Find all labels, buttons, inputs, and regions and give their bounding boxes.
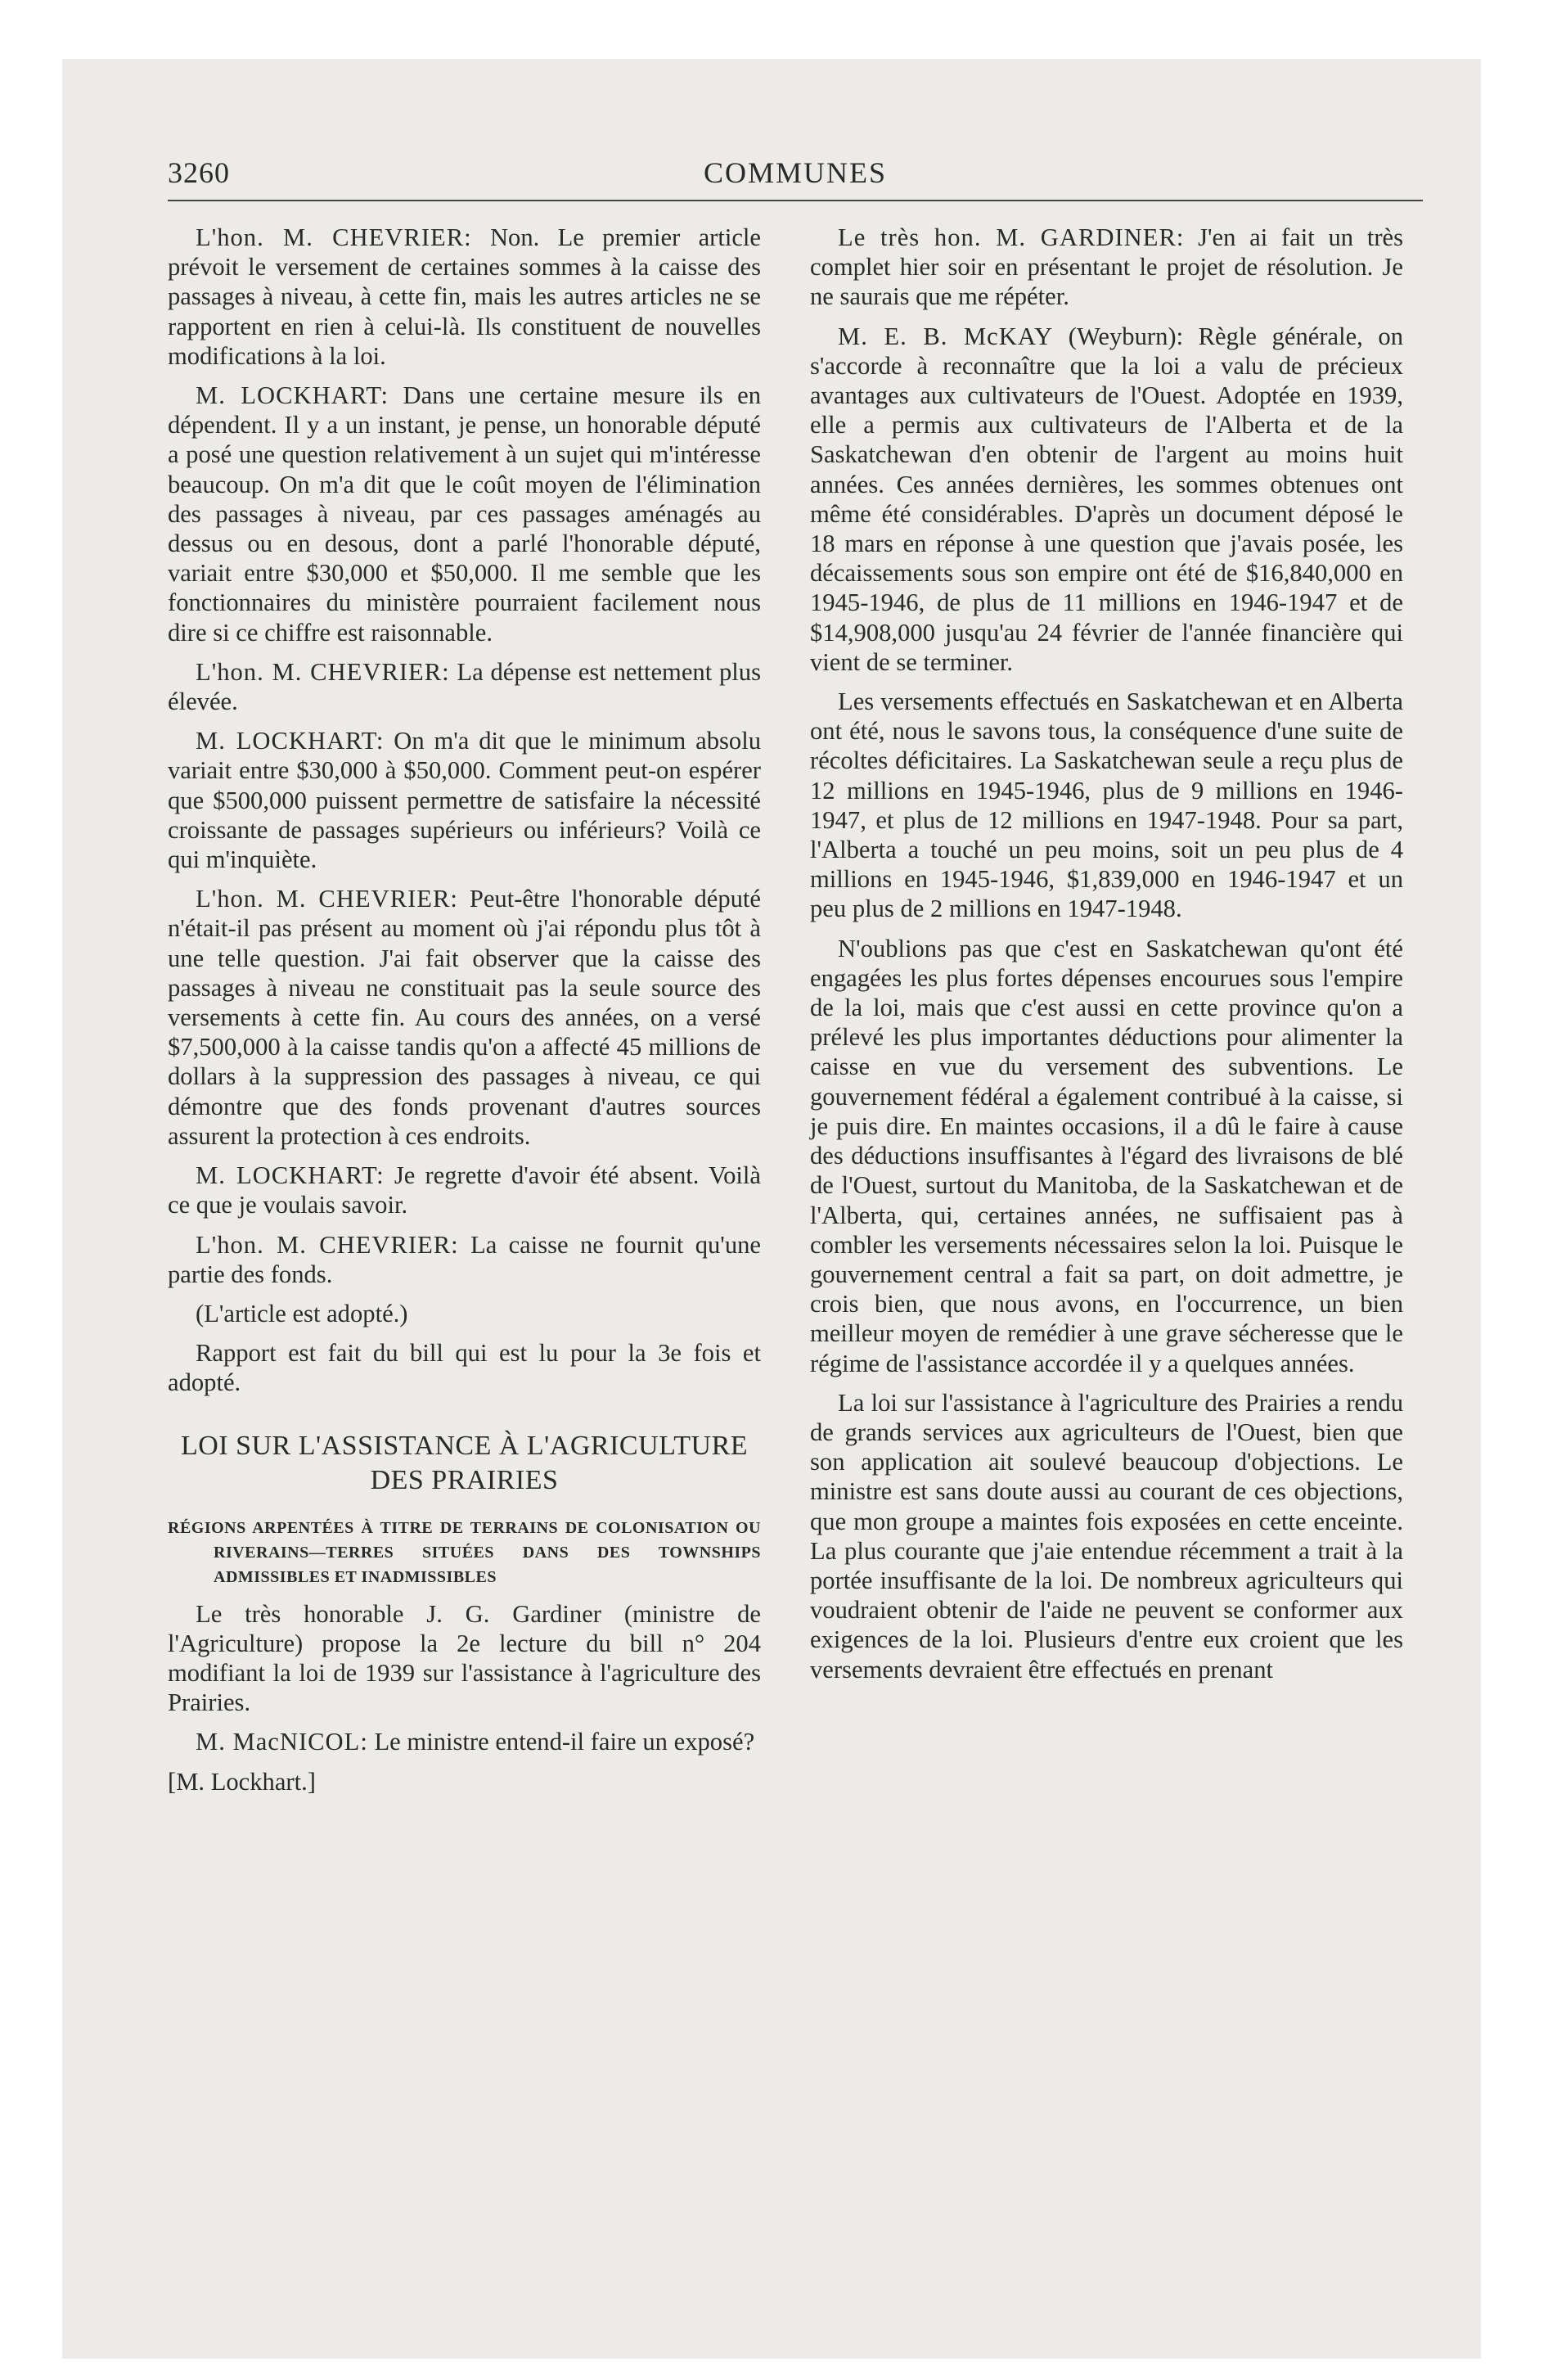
speech-text: La caisse ne fournit qu'une partie des fonds. — [168, 1230, 761, 1288]
page-number: 3260 — [168, 156, 230, 189]
speaker-name: M. MacNICOL: — [196, 1728, 368, 1756]
speech-text: (Weyburn): Règle générale, on s'accorde à reconnaître que la loi a valu de précieux avantages aux cultivateurs de l'Ouest. Adoptée en 1939, elle a permis aux cultivateurs de l'Alberta et de la Saskatchewan d'en obtenir de l'argent au moins huit années. Ces années dernières, les sommes obtenues ont même été considérables. D'après un document déposé le 18 mars en réponse à une question que j'avais posée, les décaissements sous son empire ont été de $16,840,000 en 1945-1946, de plus de 11 millions en 1946-1947 et de $14,908,000 jusqu'au 24 février de l'année financière qui vient de se terminer. — [810, 322, 1403, 676]
paragraph: Le très honorable J. G. Gardiner (ministre de l'Agriculture) propose la 2e lecture du bill n° 204 modifiant la loi de 1939 sur l'assistance à l'agriculture des Prairies. — [168, 1599, 761, 1717]
procedural-note: (L'article est adopté.) — [196, 1299, 408, 1327]
paragraph — [168, 726, 761, 874]
speaker-name: Le très hon. M. GARDINER: — [838, 223, 1185, 251]
speech-text: J'en ai fait un très complet hier soir en présentant le projet de résolution. Je ne saurais que me répéter. — [810, 223, 1403, 311]
paragraph — [168, 884, 761, 1151]
right-column — [810, 223, 1403, 1694]
paragraph — [168, 223, 761, 371]
paragraph — [168, 1161, 761, 1219]
paragraph — [168, 657, 761, 716]
speech-text: Non. Le premier article prévoit le versement de certaines sommes à la caisse des passages à niveau, à cette fin, mais les autres articles ne se rapportent en rien à celui-là. Ils constituent de nouvelles modifications à la loi. — [168, 223, 761, 370]
section-subtitle: RÉGIONS ARPENTÉES À TITRE DE TERRAINS DE COLONISATION OU RIVERAINS—TERRES SITUÉES DANS DES TOWNSHIPS ADMISSIBLES ET INADMISSIBLES — [168, 1518, 761, 1586]
page-header — [168, 156, 1423, 195]
section-title: LOI SUR L'ASSISTANCE À L'AGRICULTURE DES PRAIRIES — [180, 1430, 749, 1495]
paragraph: Rapport est fait du bill qui est lu pour la 3e fois et adopté. — [168, 1339, 761, 1397]
header-rule — [168, 200, 1423, 201]
speech-text: Le ministre entend-il faire un exposé? — [367, 1728, 755, 1756]
speaker-name: M. LOCKHART: — [196, 727, 385, 755]
speaker-name: M. LOCKHART: — [196, 1161, 385, 1190]
speech-text: On m'a dit que le minimum absolu variait entre $30,000 à $50,000. Comment peut-on espérer que $500,000 puissent permettre de satisfaire la nécessité croissante de passages supérieurs ou inférieurs? Voilà ce qui m'inquiète. — [168, 727, 761, 874]
paragraph — [810, 322, 1403, 677]
paragraph: La loi sur l'assistance à l'agriculture des Prairies a rendu de grands services aux agriculteurs de l'Ouest, bien que son application ait soulevé beaucoup d'objections. Le ministre est sans doute aussi au courant de ces objections, que mon groupe a maintes fois exposées en cette enceinte. La plus courante que j'aie entendue récemment a trait à la portée insuffisante de la loi. De nombreux agriculteurs qui voudraient obtenir de l'aide ne peuvent se conformer aux exigences de la loi. Plusieurs d'entre eux croient que les versements devraient être effectués en prenant — [810, 1388, 1403, 1684]
speech-text: Je regrette d'avoir été absent. Voilà ce que je voulais savoir. — [168, 1161, 761, 1219]
speaker-name: L'hon. M. CHEVRIER: — [196, 1230, 459, 1259]
paragraph — [168, 1727, 761, 1756]
speaker-name: M. E. B. McKAY — [838, 322, 1054, 350]
speech-text: Dans une certaine mesure ils en dépendent. Il y a un instant, je pense, un honorable député a posé une question relativement à un sujet qui m'intéresse beaucoup. On m'a dit que le coût moyen de l'élimination des passages à niveau, par ces passages aménagés au dessus ou en desous, dont a parlé l'honorable député, variait entre $30,000 et $50,000. Il me semble que les fonctionnaires du ministère pourraient facilement nous dire si ce chiffre est raisonnable. — [168, 381, 761, 647]
paragraph — [168, 1230, 761, 1289]
paragraph — [168, 381, 761, 647]
speech-text: La dépense est nettement plus élevée. — [168, 657, 761, 716]
speaker-name: L'hon. M. CHEVRIER: — [196, 657, 450, 686]
speaker-name: M. LOCKHART: — [196, 381, 389, 410]
speech-text: Peut-être l'honorable député n'était-il pas présent au moment où j'ai répondu plus tôt à une telle question. J'ai fait observer que la caisse des passages à niveau ne constituait pas la seule source des versements à cette fin. Au cours des années, on a versé $7,500,000 à la caisse tandis qu'on a affecté 45 millions de dollars à la suppression des passages à niveau, ce qui démontre que des fonds provenant d'autres sources assurent la protection à ces endroits. — [168, 885, 761, 1150]
paragraph: N'oublions pas que c'est en Saskatchewan qu'ont été engagées les plus fortes dépenses encourues sous l'empire de la loi, mais que c'est aussi en cette province qu'on a prélevé les plus importantes déductions pour alimenter la caisse en vue du versement des subventions. Le gouvernement fédéral a également contribué à la caisse, si je puis dire. En maintes occasions, il a dû le faire à cause des déductions insuffisantes à l'égard des livraisons de blé de l'Ouest, surtout du Manitoba, de la Saskatchewan et de l'Alberta, qui, certaines années, ne suffisaient pas à combler les versements nécessaires selon la loi. Puisque le gouvernement central a fait sa part, on doit admettre, je crois bien, que nous avons, en l'occurrence, un bien meilleur moyen de remédier à une grave sécheresse que le régime de l'assistance accordée il y a quelques années. — [810, 934, 1403, 1377]
speaker-name: L'hon. M. CHEVRIER: — [196, 885, 458, 913]
running-head: COMMUNES — [703, 156, 888, 189]
speaker-name: L'hon. M. CHEVRIER: — [196, 223, 472, 251]
paragraph — [810, 223, 1403, 312]
paragraph: Les versements effectués en Saskatchewan et en Alberta ont été, nous le savons tous, la conséquence d'une suite de récoltes déficitaires. La Saskatchewan seule a reçu plus de 12 millions en 1945-1946, plus de 9 millions en 1946-1947, et plus de 12 millions en 1947-1948. Pour sa part, l'Alberta a touché un peu moins, soit un peu plus de 4 millions en 1945-1946, $1,839,000 en 1946-1947 et un peu plus de 2 millions en 1947-1948. — [810, 687, 1403, 923]
left-column — [168, 223, 761, 1806]
speaker-attribution: [M. Lockhart.] — [168, 1767, 316, 1796]
